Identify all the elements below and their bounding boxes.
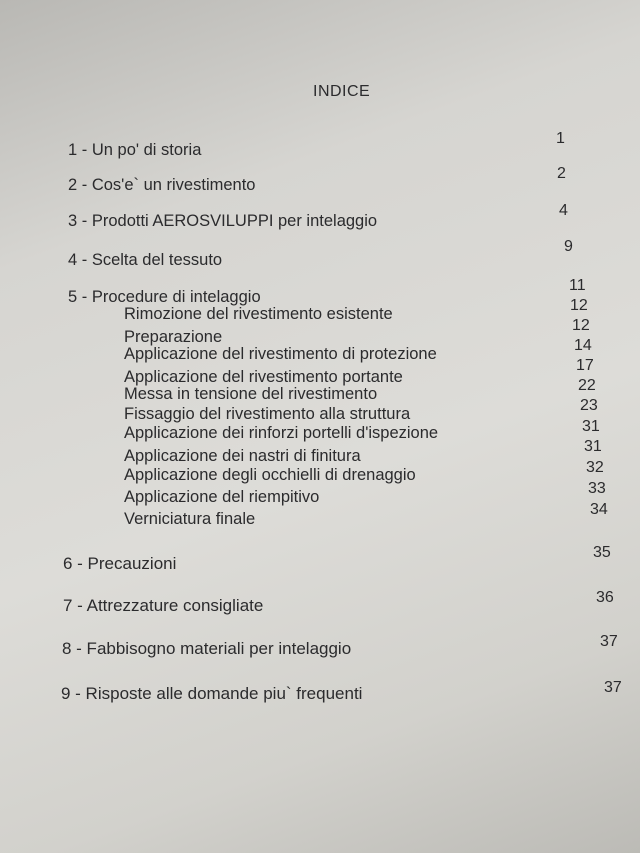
toc-entry-label: 3 - Prodotti AEROSVILUPPI per intelaggio <box>68 212 378 230</box>
toc-subentry-label: Applicazione degli occhielli di drenaggio <box>124 466 416 484</box>
toc-subentry-page: 23 <box>580 397 598 414</box>
toc-subentry-label: Applicazione del rivestimento portante <box>124 368 403 386</box>
toc-entry-label: 7 - Attrezzature consigliate <box>63 596 264 615</box>
toc-entry-page: 37 <box>600 633 618 650</box>
toc-subentry-page: 14 <box>574 337 592 354</box>
toc-subentry-label: Messa in tensione del rivestimento <box>124 385 378 403</box>
toc-subentry-label: Applicazione dei rinforzi portelli d'ispezione <box>124 424 439 442</box>
toc-entry-label: 4 - Scelta del tessuto <box>68 251 223 269</box>
toc-entry-label: 6 - Precauzioni <box>63 554 177 573</box>
toc-subentry-label: Rimozione del rivestimento esistente <box>124 305 393 323</box>
toc-subentry-label: Applicazione del riempitivo <box>124 488 320 506</box>
toc-entry-page: 1 <box>556 130 565 147</box>
toc-entry-label: 8 - Fabbisogno materiali per intelaggio <box>62 639 352 658</box>
toc-subentry-label: Applicazione dei nastri di finitura <box>124 447 361 465</box>
toc-entry-page: 11 <box>569 277 586 294</box>
toc-subentry-page: 31 <box>584 438 602 455</box>
toc-subentry-page: 33 <box>588 480 606 497</box>
toc-entry-page: 9 <box>564 238 573 255</box>
toc-entry-label: 2 - Cos'e` un rivestimento <box>68 176 256 194</box>
toc-subentry-label: Verniciatura finale <box>124 510 256 528</box>
page-title: INDICE <box>313 83 371 100</box>
toc-subentry-label: Fissaggio del rivestimento alla struttura <box>124 405 411 423</box>
toc-subentry-page: 31 <box>582 418 600 435</box>
toc-subentry-label: Applicazione del rivestimento di protezione <box>124 345 437 363</box>
toc-entry-label: 9 - Risposte alle domande piu` frequenti <box>61 684 363 703</box>
toc-entry-label: 1 - Un po' di storia <box>68 141 202 159</box>
toc-subentry-page: 32 <box>586 459 604 476</box>
toc-subentry-page: 12 <box>572 317 590 334</box>
toc-entry-page: 4 <box>559 202 568 219</box>
toc-subentry-page: 34 <box>590 501 608 518</box>
toc-subentry-page: 12 <box>570 297 588 314</box>
toc-entry-page: 2 <box>557 165 566 182</box>
toc-subentry-page: 17 <box>576 357 594 374</box>
toc-subentry-page: 22 <box>578 377 596 394</box>
toc-subentry-label: Preparazione <box>124 328 223 346</box>
toc-entry-page: 36 <box>596 589 614 606</box>
toc-entry-page: 37 <box>604 679 622 696</box>
toc-entry-label: 5 - Procedure di intelaggio <box>68 288 261 306</box>
toc-entry-page: 35 <box>593 544 611 561</box>
